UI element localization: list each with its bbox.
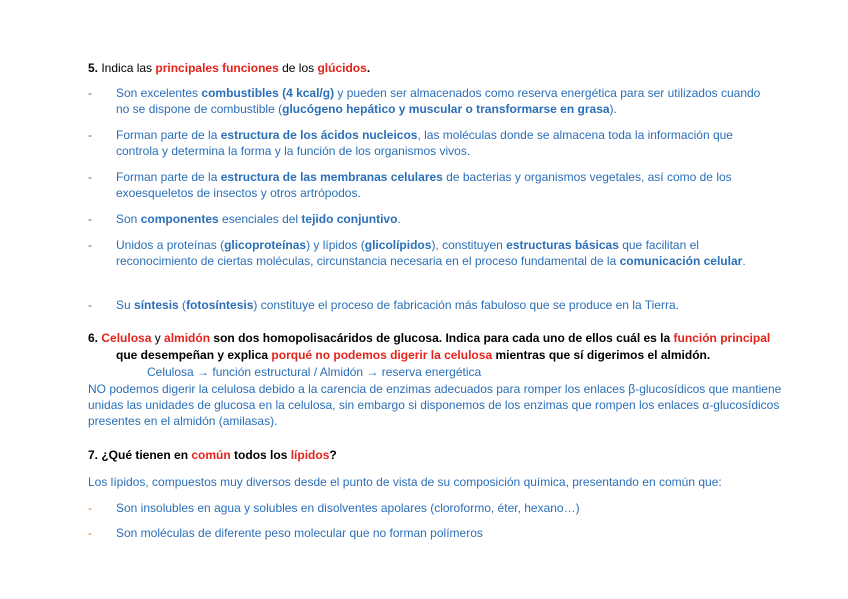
question-6-heading-continued <box>116 348 710 363</box>
text-run: . <box>397 212 401 226</box>
text-run: , las moléculas donde se almacena toda la información que controla y determina la forma y la función de los organismos vivos. <box>116 128 733 158</box>
question-number: 5. <box>88 61 99 75</box>
list-dash: - <box>88 238 92 252</box>
list-item <box>88 237 788 269</box>
question-text: ? <box>329 448 337 462</box>
bold-term: tejido conjuntivo <box>301 212 398 226</box>
text-run: ) constituye el proceso de fabricación más fabuloso que se produce en la Tierra. <box>253 298 679 312</box>
list-dash: - <box>88 128 92 142</box>
highlight-term: común <box>191 448 231 462</box>
bold-term: glicolípidos <box>364 238 432 252</box>
list-dash: - <box>88 212 92 226</box>
list-item-text <box>116 211 776 227</box>
highlight-term: porqué no podemos digerir la celulosa <box>271 348 493 362</box>
list-item <box>88 525 788 541</box>
question-6-functions: Celulosa → función estructural / Almidón → reserva energética <box>147 365 482 379</box>
list-item-text <box>116 169 776 201</box>
list-dash: - <box>88 526 92 540</box>
bold-term: combustibles (4 kcal/g) <box>201 86 335 100</box>
list-dash: - <box>88 86 92 100</box>
text-run: Son excelentes <box>116 86 202 100</box>
bold-term: glucógeno hepático y muscular o transformarse en grasa <box>282 102 610 116</box>
text-run: Unidos a proteínas ( <box>116 238 225 252</box>
text-run: y pueden ser almacenados como reserva energética para ser utilizados cuando no se dispone de combustible ( <box>116 86 761 116</box>
question-6-heading <box>88 331 770 346</box>
question-number: 7. <box>88 448 99 462</box>
highlight-term: glúcidos <box>317 61 367 75</box>
text-run: ( <box>178 298 187 312</box>
text-run: de bacterias y organismos vegetales, así como de los exoesqueletos de insectos y otros artrópodos. <box>116 170 732 200</box>
list-item-text: Son insolubles en agua y solubles en disolventes apolares (cloroformo, éter, hexano…) <box>116 501 580 515</box>
list-item-text <box>116 127 776 159</box>
text-run: que facilitan el reconocimiento de ciertas moléculas, circunstancia necesaria en el proceso fundamental de la <box>116 238 699 268</box>
bold-term: fotosíntesis <box>186 298 254 312</box>
list-item <box>88 211 788 227</box>
question-7-intro: Los lípidos, compuestos muy diversos desde el punto de vista de su composición química, presentando en común que: <box>88 475 722 489</box>
question-text: . <box>366 61 371 75</box>
text-run: . <box>742 254 746 268</box>
highlight-term: almidón <box>164 331 211 345</box>
highlight-term: Celulosa <box>101 331 152 345</box>
list-dash: - <box>88 298 92 312</box>
question-5-heading <box>88 61 370 76</box>
list-item <box>88 169 788 201</box>
question-6-explanation <box>88 381 788 429</box>
list-dash: - <box>88 501 92 515</box>
text-run: ), constituyen <box>431 238 507 252</box>
list-item-text <box>116 85 776 117</box>
bold-term: estructura de los ácidos nucleicos <box>220 128 418 142</box>
bold-term: síntesis <box>134 298 179 312</box>
text-run: esenciales del <box>218 212 302 226</box>
text-run: Su <box>116 298 135 312</box>
text-run: ). <box>609 102 617 116</box>
bold-term: componentes <box>140 212 219 226</box>
question-text: todos los <box>230 448 291 462</box>
text-run: Son <box>116 212 141 226</box>
question-text: que desempeñan y explica <box>116 348 272 362</box>
list-item-text <box>116 297 776 313</box>
highlight-term: lípidos <box>290 448 330 462</box>
text-run: ) y lípidos ( <box>306 238 365 252</box>
list-item-text <box>116 237 776 269</box>
question-text: mientras que sí digerimos el almidón. <box>492 348 711 362</box>
explanation-text: NO podemos digerir la celulosa debido a la carencia de enzimas adecuados para romper los enlaces β-glucosídicos que mantiene unidas las unidades de glucosa en la celulosa, sin embargo si disponemos de los enzimas que rompen los enlaces α-glucosídicos presentes en el almidón (amilasas). <box>88 382 782 428</box>
text-run: Forman parte de la <box>116 170 221 184</box>
text-run: Forman parte de la <box>116 128 221 142</box>
question-text: y <box>151 331 165 345</box>
list-item <box>88 127 788 159</box>
list-item <box>88 85 788 117</box>
list-item-text: Son moléculas de diferente peso molecular que no forman polímeros <box>116 526 483 540</box>
bold-term: glicoproteínas <box>224 238 307 252</box>
question-7-heading <box>88 448 337 463</box>
question-text: Indica las <box>98 61 156 75</box>
question-number: 6. <box>88 331 99 345</box>
question-text: de los <box>278 61 318 75</box>
highlight-term: función principal <box>673 331 771 345</box>
bold-term: estructura de las membranas celulares <box>220 170 443 184</box>
list-item <box>88 500 788 516</box>
list-dash: - <box>88 170 92 184</box>
list-item <box>88 297 788 313</box>
highlight-term: principales funciones <box>155 61 279 75</box>
bold-term: estructuras básicas <box>506 238 619 252</box>
question-text: ¿Qué tienen en <box>98 448 192 462</box>
question-text: son dos homopolisacáridos de glucosa. Indica para cada uno de ellos cuál es la <box>210 331 674 345</box>
bold-term: comunicación celular <box>619 254 743 268</box>
